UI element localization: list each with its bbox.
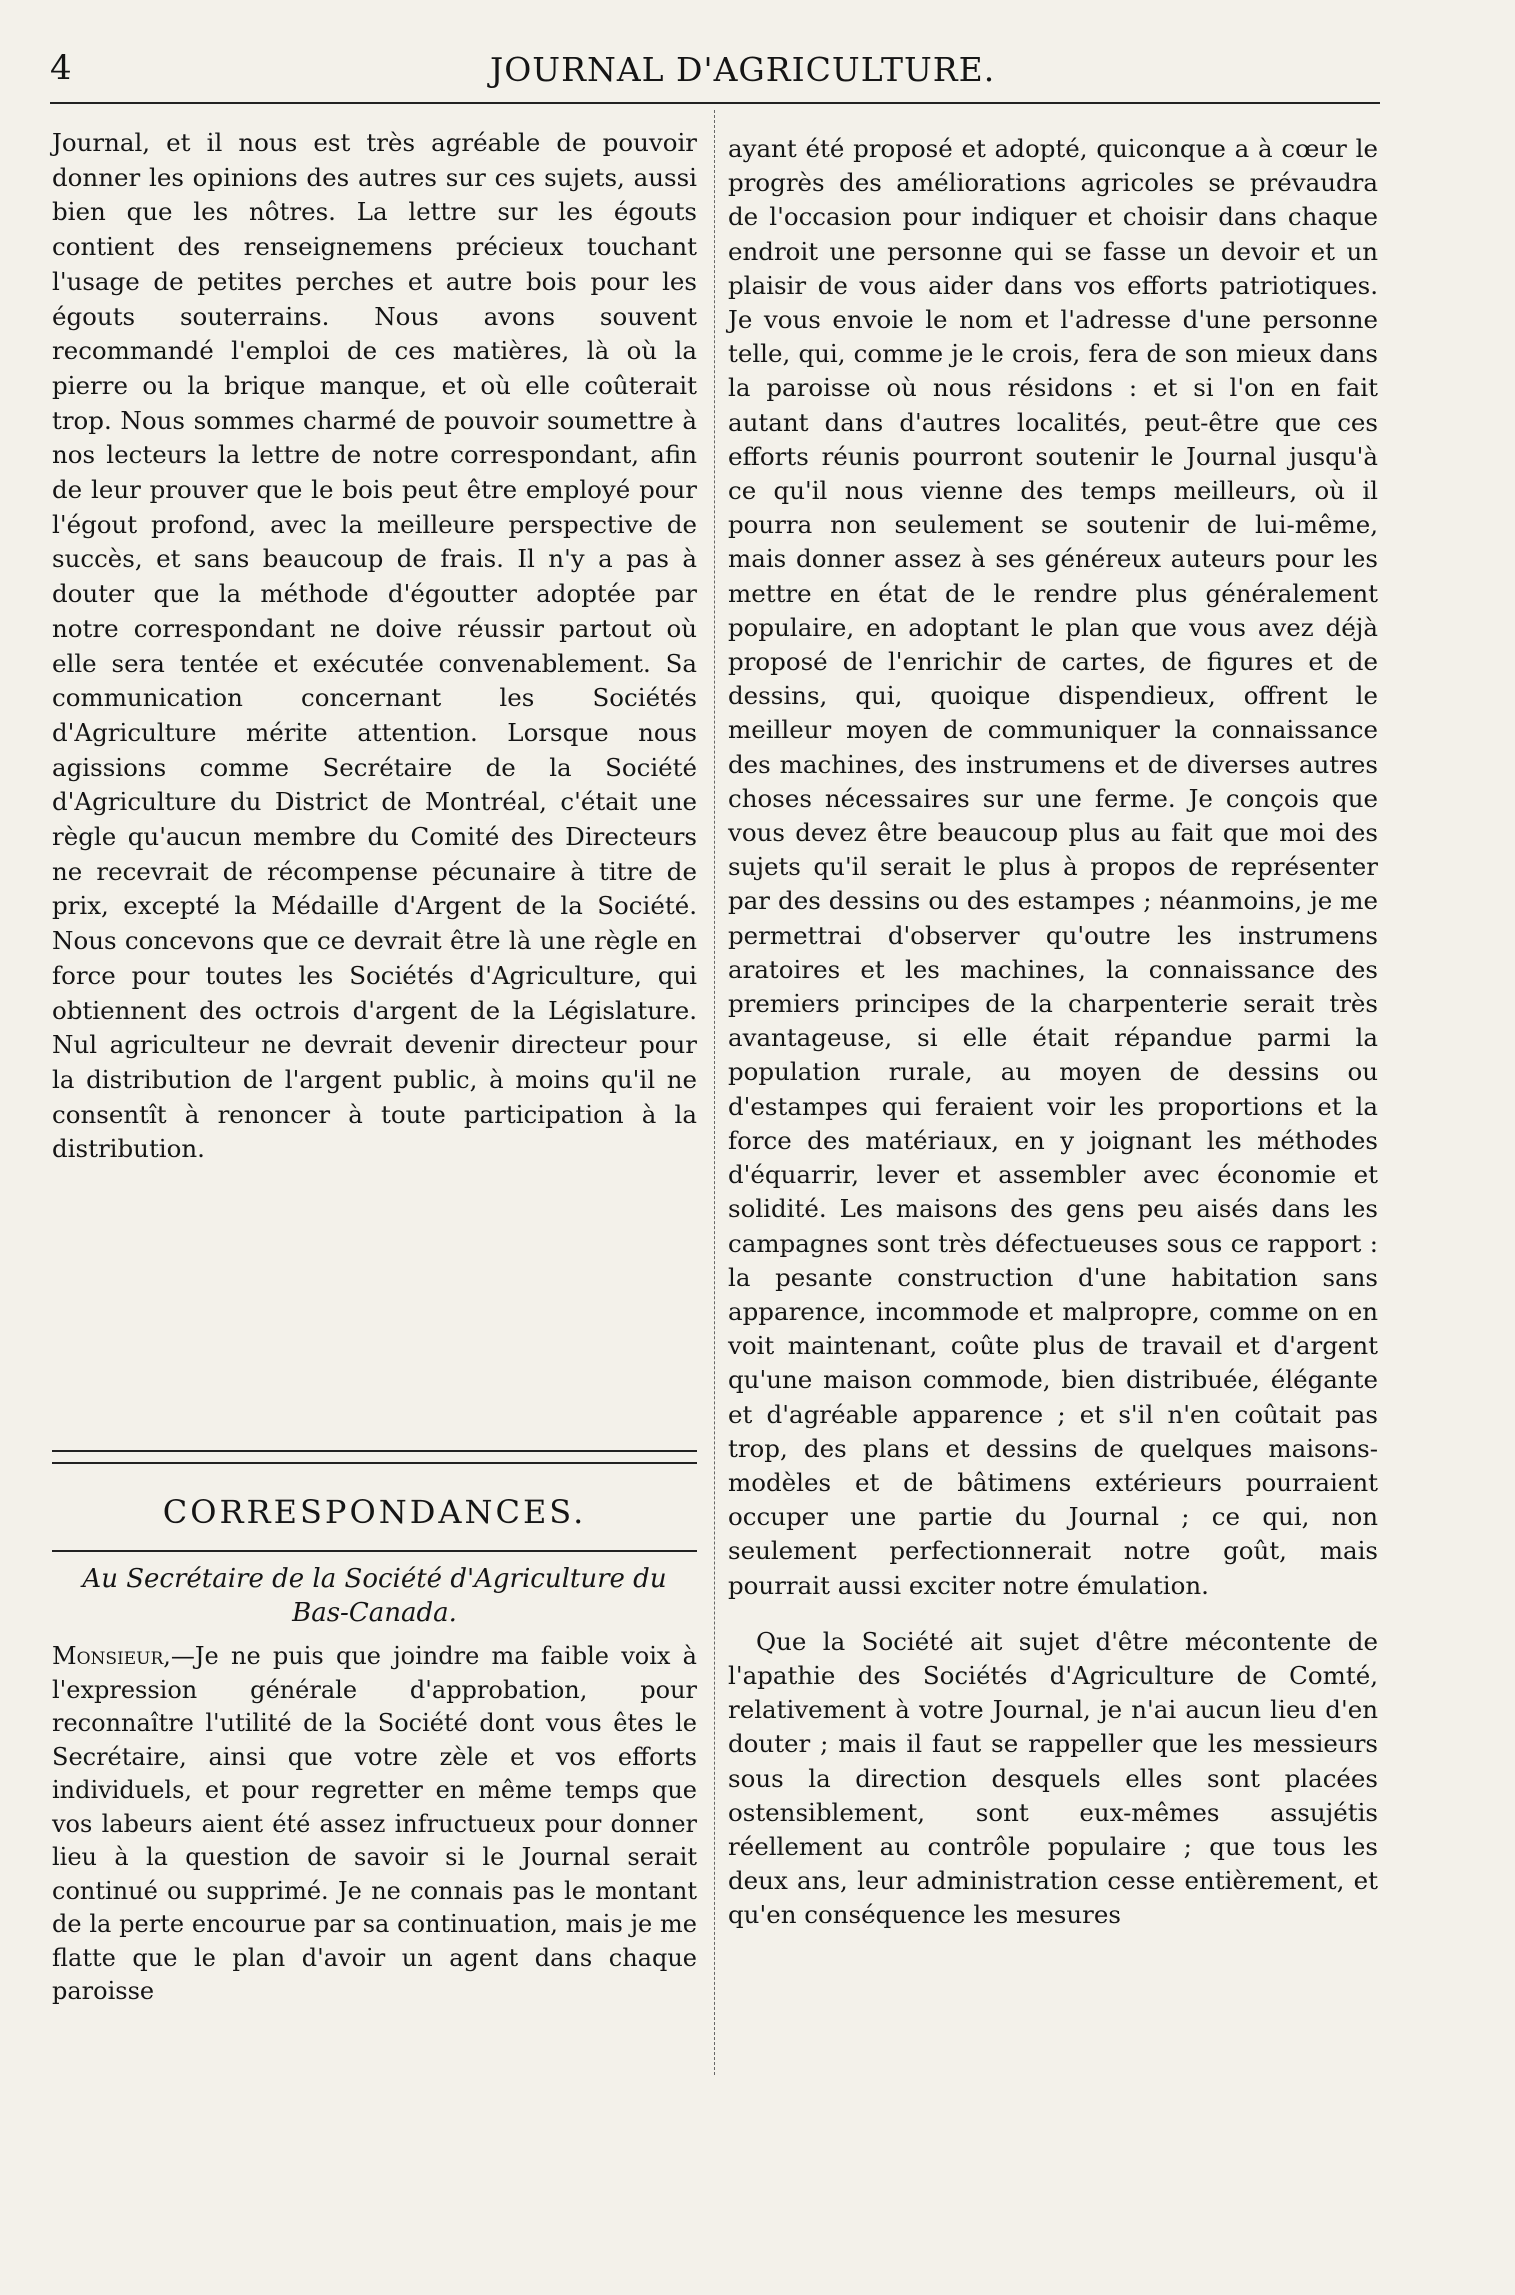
editorial-paragraph: Journal, et il nous est très agréable de pouvoir donner les opinions des autres sur ces sujets, aussi bien que les nôtres. La lettre sur les égouts contient des renseignemens précieux touchant l'usage de petites perches et autre bois pour les égouts souterrains. Nous avons souvent recommandé l'emploi de ces matières, là où la pierre ou la brique manque, et où elle coûterait trop. Nous sommes charmé de pouvoir soumettre à nos lecteurs la lettre de notre correspondant, afin de leur prouver que le bois peut être employé pour l'égout profond, avec la meilleure perspective de succès, et sans beaucoup de frais. Il n'y a pas à douter que la méthode d'égoutter adoptée par notre correspondant ne doive réussir partout où elle sera tentée et exécutée convenablement. Sa communication concernant les Sociétés d'Agriculture mérite attention. Lorsque nous agissions comme Secrétaire de la Société d'Agriculture du District de Montréal, c'était une règle qu'aucun membre du Comité des Directeurs ne recevrait de récompense pécunaire à titre de prix, excepté la Médaille d'Argent de la Société. Nous concevons que ce devrait être là une règle en force pour toutes les Sociétés d'Agriculture, qui obtiennent des octrois d'argent de la Législature. Nul agriculteur ne devrait devenir directeur pour la distribution de l'argent public, à moins qu'il ne consentît à renoncer à toute participation à la distribution. bbox=[52, 128, 697, 1164]
letter-address: Au Secrétaire de la Société d'Agriculture du Bas-Canada. bbox=[82, 1564, 667, 1628]
letter-continuation: ayant été proposé et adopté, quiconque a à cœur le progrès des améliorations agricoles se prévaudra de l'occasion pour indiquer et choisir dans chaque endroit une personne qui se fasse un devoir et un plaisir de vous aider dans vos efforts patriotiques. Je vous envoie le nom et l'adresse d'une personne telle, qui, comme je le crois, fera de son mieux dans la paroisse où nous résidons : et si l'on en fait autant dans d'autres localités, peut-être que ces efforts réunis pourront soutenir le Journal jusqu'à ce qu'il nous vienne des temps meilleurs, où il pourra non seulement se soutenir de lui-même, mais donner assez à ses généreux auteurs pour les mettre en état de le rendre plus généralement populaire, en adoptant le plan que vous avez déjà proposé de l'enrichir de cartes, de figures et de dessins, qui, quoique dispendieux, offrent le meilleur moyen de communiquer la connaissance des machines, des instrumens et de diverses autres choses nécessaires sur une ferme. Je conçois que vous devez être beaucoup plus au fait que moi des sujets qu'il serait le plus à propos de représenter par des dessins ou des estampes ; néanmoins, je me permettrai d'observer qu'outre les instrumens aratoires et les machines, la connaissance des premiers principes de la charpenterie serait très avantageuse, si elle était répandue parmi la population rurale, au moyen de dessins ou d'estampes qui feraient voir les proportions et la force des matériaux, en y joignant les méthodes d'équarrir, lever et assembler avec économie et solidité. Les maisons des gens peu aisés dans les campagnes sont très défectueuses sous ce rapport : la pesante construction d'une habitation sans apparence, incommode et malpropre, comme on en voit maintenant, coûte plus de travail et d'argent qu'une maison commode, bien distribuée, élégante et d'agréable apparence ; et s'il n'en coûtait pas trop, des plans et dessins de quelques maisons-modèles et de bâtimens extérieurs pourraient occuper une partie du Journal ; ce qui, non seulement perfectionnerait notre goût, mais pourrait aussi exciter notre émulation. bbox=[728, 134, 1378, 1600]
page-number: 4 bbox=[50, 48, 72, 88]
section-double-rule bbox=[52, 1450, 697, 1464]
letter-salutation: Monsieur, bbox=[52, 1642, 171, 1670]
page-header bbox=[50, 48, 1380, 98]
section-heading: CORRESPONDANCES. bbox=[162, 1493, 587, 1531]
letter-paragraph: Que la Société ait sujet d'être mécontente de l'apathie des Sociétés d'Agriculture de Comté, relativement à votre Journal, je n'ai aucun lieu d'en douter ; mais il faut se rappeller que les messieurs sous la direction desquels elles sont placées ostensiblement, sont eux-mêmes assujétis réellement au contrôle populaire ; que tous les deux ans, leur administration cesse entièrement, et qu'en conséquence les mesures bbox=[728, 1626, 1378, 1930]
column-divider bbox=[714, 110, 715, 2075]
journal-title: JOURNAL D'AGRICULTURE. bbox=[490, 50, 996, 89]
right-column bbox=[728, 132, 1378, 1933]
heading-rule bbox=[52, 1550, 697, 1552]
letter-opening: —Je ne puis que joindre ma faible voix à l'expression générale d'approbation, pour reconnaître l'utilité de la Société dont vous êtes le Secrétaire, ainsi que votre zèle et vos efforts individuels, et pour regretter en même temps que vos labeurs aient été assez infructueux pour donner lieu à la question de savoir si le Journal serait continué ou supprimé. Je ne connais pas le montant de la perte encourue par sa continuation, mais je me flatte que le plan d'avoir un agent dans chaque paroisse bbox=[52, 1642, 697, 2005]
header-rule bbox=[50, 102, 1380, 104]
left-column bbox=[52, 126, 697, 1167]
letter-body bbox=[52, 1640, 697, 2009]
